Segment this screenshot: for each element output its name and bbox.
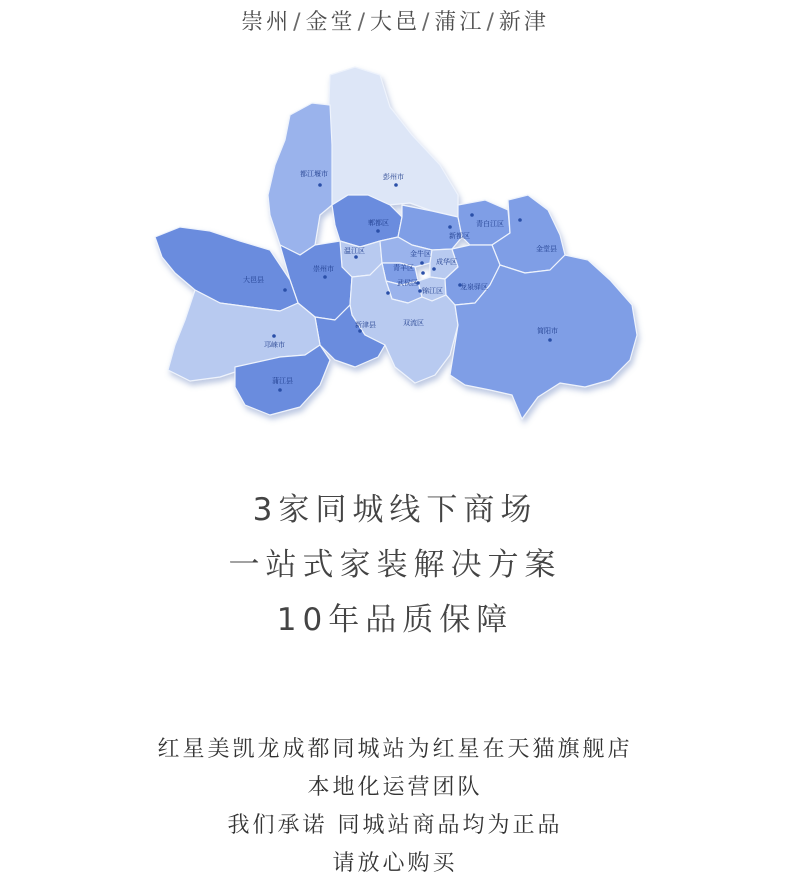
- slogan-line: 10年品质保障: [276, 602, 514, 638]
- district-label: 蒲江县: [272, 377, 293, 385]
- region-separator: /: [422, 10, 433, 35]
- map-dot: [283, 288, 287, 292]
- district-label: 新津县: [355, 321, 376, 329]
- map-dot: [386, 291, 390, 295]
- chengdu-district-map: [140, 45, 650, 425]
- region-name: 新津: [498, 10, 549, 35]
- region-separator: /: [486, 10, 497, 35]
- slogan-line: 3家同城线下商场: [252, 492, 538, 528]
- district-label: 大邑县: [243, 276, 264, 284]
- slogan-line: 一站式家装解决方案: [228, 547, 562, 583]
- description-line: 我们承诺 同城站商品均为正品: [227, 813, 563, 838]
- map-dot: [420, 261, 424, 265]
- district-label: 都江堰市: [300, 170, 328, 178]
- district-label: 武侯区: [397, 279, 418, 287]
- map-dot: [272, 334, 276, 338]
- description-line: 本地化运营团队: [307, 775, 483, 800]
- district-label: 锦江区: [422, 287, 443, 295]
- map-dot: [323, 275, 327, 279]
- map-dot: [548, 338, 552, 342]
- district-label: 青羊区: [393, 264, 414, 272]
- district-label: 青白江区: [476, 220, 504, 228]
- district-label: 温江区: [344, 247, 365, 255]
- region-name: 崇州: [241, 10, 292, 35]
- district-label: 成华区: [436, 258, 457, 266]
- region-name: 金堂: [305, 10, 356, 35]
- map-dot: [518, 218, 522, 222]
- map-svg: [140, 45, 650, 425]
- district-dujiangyan: [268, 103, 332, 255]
- district-label: 简阳市: [537, 327, 558, 335]
- map-dot: [278, 388, 282, 392]
- region-separator: /: [293, 10, 304, 35]
- region-separator: /: [357, 10, 368, 35]
- region-name: 大邑: [369, 10, 420, 35]
- district-label: 邛崃市: [264, 341, 285, 349]
- map-dot: [432, 267, 436, 271]
- district-label: 双流区: [403, 319, 424, 327]
- description-line: 请放心购买: [332, 851, 458, 876]
- district-label: 新都区: [449, 232, 470, 240]
- region-name: 蒲江: [434, 10, 485, 35]
- district-label: 崇州市: [313, 265, 334, 273]
- district-pengzhou: [328, 67, 458, 217]
- map-dot: [448, 225, 452, 229]
- district-label: 彭州市: [383, 173, 404, 181]
- district-label: 郫都区: [368, 219, 389, 227]
- map-dot: [376, 229, 380, 233]
- district-label: 金堂县: [536, 245, 557, 253]
- map-dot: [358, 329, 362, 333]
- district-label: 龙泉驿区: [460, 283, 488, 291]
- district-dayi: [155, 227, 298, 311]
- region-list: [0, 8, 790, 38]
- map-dot: [394, 183, 398, 187]
- description-line: 红星美凯龙成都同城站为红星在天猫旗舰店: [157, 737, 633, 762]
- map-dot: [318, 183, 322, 187]
- map-dot: [470, 213, 474, 217]
- map-dot: [354, 255, 358, 259]
- map-dot: [421, 271, 425, 275]
- district-label: 金牛区: [410, 250, 431, 258]
